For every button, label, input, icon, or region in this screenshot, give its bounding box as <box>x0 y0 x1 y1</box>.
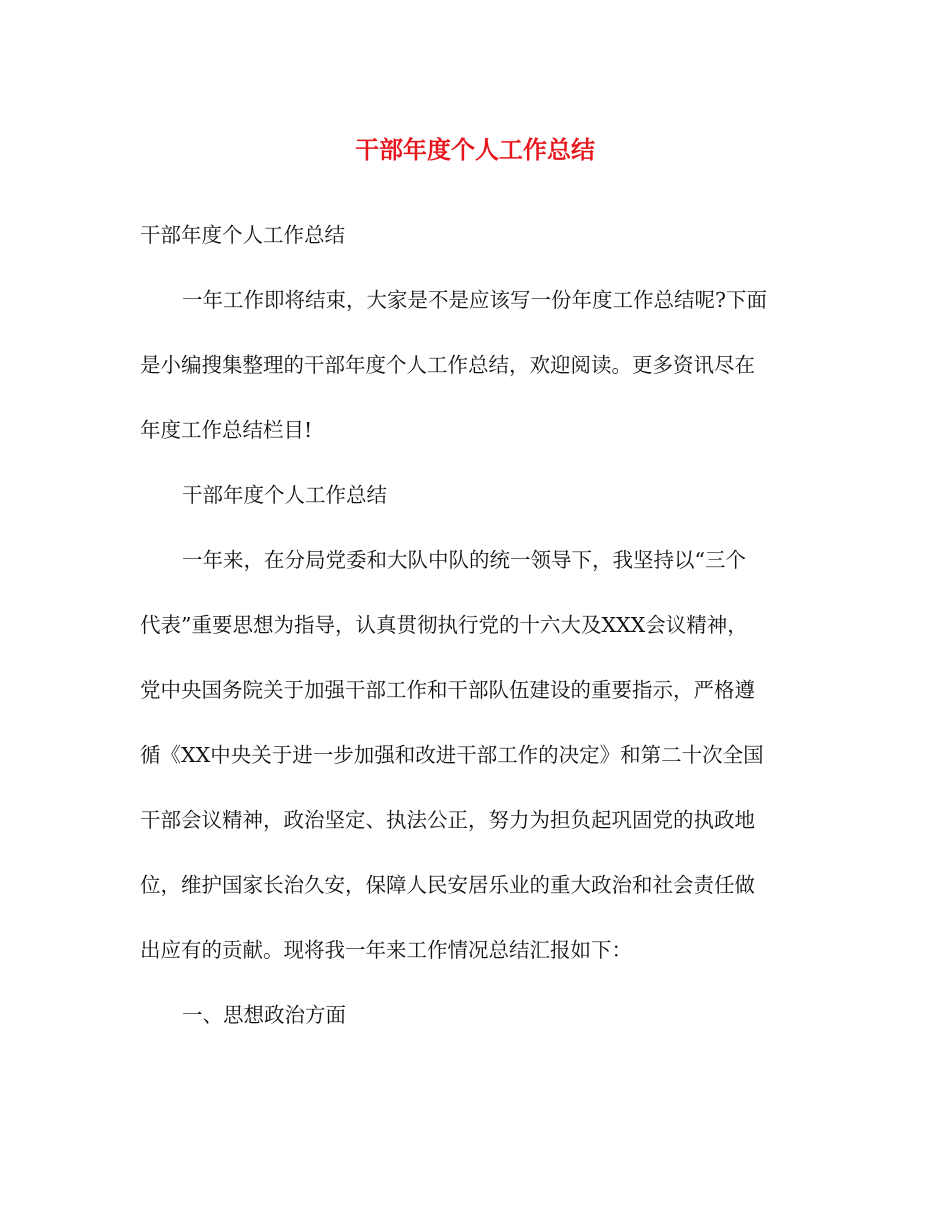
document-title: 干部年度个人工作总结 <box>355 136 595 164</box>
paragraph-line: 代表”重要思想为指导，认真贯彻执行党的十六大及XXX会议精神， <box>140 613 748 637</box>
paragraph-line: 党中央国务院关于加强干部工作和干部队伍建设的重要指示，严格遵 <box>140 678 755 702</box>
paragraph-line: 出应有的贡献。现将我一年来工作情况总结汇报如下： <box>140 938 632 962</box>
paragraph-line: 是小编搜集整理的干部年度个人工作总结，欢迎阅读。更多资讯尽在 <box>140 353 755 377</box>
section-heading: 干部年度个人工作总结 <box>182 483 387 507</box>
paragraph-line: 干部会议精神，政治坚定、执法公正，努力为担负起巩固党的执政地 <box>140 808 755 832</box>
subtitle-line: 干部年度个人工作总结 <box>140 223 345 247</box>
paragraph-line: 位，维护国家长治久安，保障人民安居乐业的重大政治和社会责任做 <box>140 873 755 897</box>
document-body <box>140 203 812 1048</box>
paragraph-line: 一年工作即将结束，大家是不是应该写一份年度工作总结呢?下面 <box>182 288 767 312</box>
paragraph-line: 年度工作总结栏目! <box>140 418 313 442</box>
paragraph-line: 一年来，在分局党委和大队中队的统一领导下，我坚持以“三个 <box>182 548 746 572</box>
section-heading: 一、思想政治方面 <box>182 1003 346 1027</box>
paragraph-line: 循《XX中央关于进一步加强和改进干部工作的决定》和第二十次全国 <box>140 743 764 767</box>
